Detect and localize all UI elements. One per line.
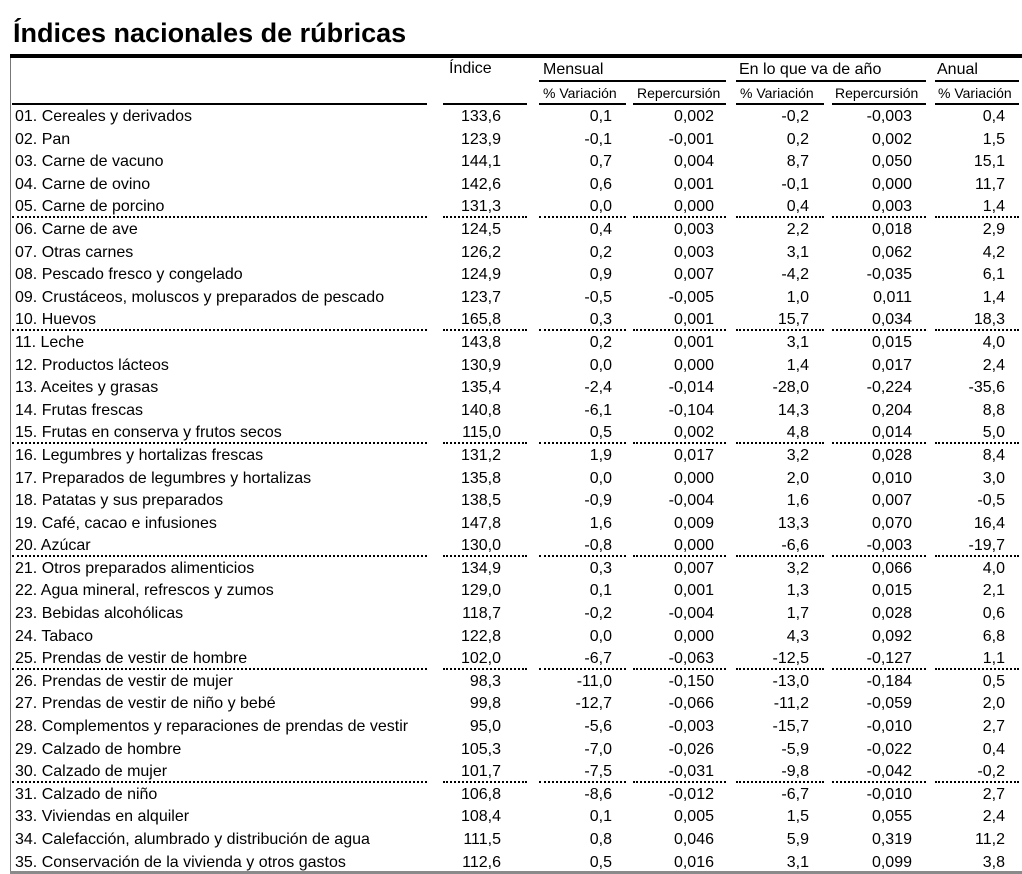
mensual-repercusion-cell: 0,001 (673, 311, 714, 329)
ano-repercusion-cell: 0,070 (871, 514, 912, 532)
mensual-variacion-cell: -0,9 (584, 492, 612, 510)
indice-cell: 144,1 (460, 153, 501, 171)
rubrica-cell: 10. Huevos (15, 311, 96, 329)
ano-variacion-cell: 1,3 (786, 582, 809, 600)
ano-repercusion-cell: 0,028 (871, 446, 912, 464)
mensual-variacion-cell: 0,1 (589, 108, 612, 125)
table-row (12, 129, 1022, 152)
anual-variacion-cell: -0,5 (977, 492, 1005, 510)
mensual-variacion-cell: 0,5 (589, 424, 612, 442)
mensual-variacion-cell: 1,9 (589, 446, 612, 464)
subheader-mensual-repercusion: Repercursión (637, 85, 721, 101)
indice-cell: 129,0 (460, 582, 501, 600)
ano-repercusion-cell: 0,007 (871, 492, 912, 510)
mensual-repercusion-cell: 0,007 (673, 266, 714, 284)
anual-variacion-cell: 6,1 (982, 266, 1005, 284)
header-anual: Anual (937, 61, 978, 78)
ano-variacion-cell: 13,3 (777, 514, 809, 532)
ano-variacion-cell: 3,2 (786, 559, 809, 577)
rubrica-cell: 30. Calzado de mujer (15, 763, 168, 781)
table-row (12, 535, 1022, 558)
table-row (12, 287, 1022, 310)
mensual-repercusion-cell: -0,063 (668, 650, 714, 668)
ano-variacion-cell: 3,1 (786, 333, 809, 351)
mensual-repercusion-cell: 0,046 (673, 831, 714, 848)
anual-variacion-cell: 11,7 (975, 175, 1005, 193)
ano-repercusion-cell: 0,011 (873, 288, 912, 306)
table-body (12, 106, 1022, 874)
anual-variacion-cell: 16,4 (973, 514, 1005, 532)
ano-repercusion-cell: -0,010 (866, 785, 912, 803)
left-border (10, 58, 11, 874)
ano-variacion-cell: -28,0 (772, 379, 809, 397)
mensual-repercusion-cell: -0,104 (668, 401, 714, 419)
rubrica-cell: 04. Carne de ovino (15, 175, 151, 193)
ano-repercusion-cell: 0,055 (871, 808, 912, 826)
ano-variacion-cell: 1,6 (786, 492, 809, 510)
header-rule-rubrica (12, 103, 427, 105)
indice-cell: 95,0 (469, 718, 501, 736)
rubrica-cell: 24. Tabaco (15, 627, 93, 645)
ano-repercusion-cell: -0,042 (866, 763, 912, 781)
ano-variacion-cell: -0,1 (781, 175, 809, 193)
subheader-rule-2 (633, 103, 726, 105)
mensual-variacion-cell: -11,0 (576, 672, 612, 690)
rubrica-cell: 29. Calzado de hombre (15, 740, 182, 758)
ano-variacion-cell: 5,9 (786, 831, 809, 848)
table-row (12, 174, 1022, 197)
header-indice: Índice (449, 60, 492, 77)
ano-variacion-cell: 3,2 (786, 446, 809, 464)
mensual-repercusion-cell: 0,001 (673, 582, 714, 600)
rubrica-cell: 06. Carne de ave (15, 220, 138, 238)
mensual-repercusion-cell: -0,004 (668, 605, 714, 623)
header-rule-indice (443, 103, 527, 105)
mensual-variacion-cell: 0,0 (589, 469, 612, 487)
mensual-variacion-cell: 0,3 (589, 311, 612, 329)
ano-repercusion-cell: 0,010 (871, 469, 912, 487)
ano-variacion-cell: -13,0 (772, 672, 809, 690)
table-row (12, 445, 1022, 468)
mensual-variacion-cell: 0,2 (589, 333, 612, 351)
subheader-rule-3 (736, 103, 824, 105)
ano-repercusion-cell: -0,184 (866, 672, 912, 690)
ano-variacion-cell: 3,1 (786, 853, 809, 871)
mensual-variacion-cell: -2,4 (584, 379, 612, 397)
rubrica-cell: 35. Conservación de la vivienda y otros gastos (15, 853, 346, 871)
ano-variacion-cell: 3,1 (786, 243, 809, 261)
mensual-variacion-cell: -6,1 (584, 401, 612, 419)
ano-repercusion-cell: 0,204 (871, 401, 912, 419)
table-row (12, 603, 1022, 626)
ano-repercusion-cell: 0,066 (871, 559, 912, 577)
ano-repercusion-cell: 0,050 (871, 153, 912, 171)
mensual-repercusion-cell: -0,004 (668, 492, 714, 510)
table-row (12, 761, 1022, 784)
header-mensual: Mensual (543, 61, 604, 78)
table-row (12, 739, 1022, 762)
indice-cell: 123,9 (460, 130, 501, 148)
indice-cell: 108,4 (460, 808, 501, 826)
indice-cell: 118,7 (462, 605, 501, 623)
ano-variacion-cell: -6,7 (781, 785, 809, 803)
mensual-variacion-cell: 0,8 (589, 831, 612, 848)
anual-variacion-cell: 0,4 (982, 108, 1005, 125)
anual-variacion-cell: 0,4 (982, 740, 1005, 758)
ano-repercusion-cell: 0,092 (871, 627, 912, 645)
anual-variacion-cell: 2,4 (982, 356, 1005, 374)
indice-cell: 135,4 (460, 379, 501, 397)
mensual-repercusion-cell: -0,012 (668, 785, 714, 803)
ano-repercusion-cell: -0,022 (866, 740, 912, 758)
anual-variacion-cell: 2,7 (982, 785, 1005, 803)
page-title: Índices nacionales de rúbricas (13, 18, 407, 48)
mensual-variacion-cell: -0,5 (584, 288, 612, 306)
mensual-variacion-cell: 0,0 (589, 356, 612, 374)
anual-variacion-cell: 6,8 (982, 627, 1005, 645)
mensual-variacion-cell: 0,2 (589, 243, 612, 261)
ano-variacion-cell: 1,7 (786, 605, 809, 623)
table-row (12, 490, 1022, 513)
ano-repercusion-cell: -0,003 (866, 537, 912, 555)
ano-variacion-cell: 0,2 (786, 130, 809, 148)
anual-variacion-cell: 1,4 (982, 198, 1005, 216)
anual-variacion-cell: 5,0 (982, 424, 1005, 442)
mensual-variacion-cell: 0,0 (589, 198, 612, 216)
ano-variacion-cell: -12,5 (772, 650, 809, 668)
mensual-variacion-cell: 0,9 (589, 266, 612, 284)
mensual-variacion-cell: -5,6 (584, 718, 612, 736)
mensual-repercusion-cell: 0,000 (673, 627, 714, 645)
anual-variacion-cell: 3,8 (982, 853, 1005, 871)
mensual-variacion-cell: 0,7 (589, 153, 612, 171)
mensual-variacion-cell: 0,5 (589, 853, 612, 871)
indice-cell: 134,9 (460, 559, 501, 577)
table-row (12, 219, 1022, 242)
subheader-mensual-variacion: % Variación (543, 85, 617, 101)
mensual-repercusion-cell: 0,000 (673, 356, 714, 374)
indice-cell: 112,6 (462, 853, 501, 871)
anual-variacion-cell: 15,1 (973, 153, 1005, 171)
rubrica-cell: 17. Preparados de legumbres y hortalizas (15, 469, 312, 487)
table-row (12, 377, 1022, 400)
indice-cell: 140,8 (460, 401, 501, 419)
rubrica-cell: 05. Carne de porcino (15, 198, 165, 216)
table-row (12, 693, 1022, 716)
ano-repercusion-cell: -0,035 (866, 266, 912, 284)
rubrica-cell: 34. Calefacción, alumbrado y distribución de agua (15, 831, 370, 848)
ano-repercusion-cell: 0,028 (871, 605, 912, 623)
mensual-repercusion-cell: -0,005 (668, 288, 714, 306)
anual-variacion-cell: 4,0 (982, 333, 1005, 351)
table-row (12, 671, 1022, 694)
rubrica-cell: 07. Otras carnes (15, 243, 134, 261)
rubrica-cell: 22. Agua mineral, refrescos y zumos (15, 582, 274, 600)
rubrica-cell: 02. Pan (15, 130, 71, 148)
indice-cell: 124,5 (460, 220, 501, 238)
rubrica-cell: 09. Crustáceos, moluscos y preparados de pescado (15, 288, 385, 306)
indice-cell: 165,8 (460, 311, 501, 329)
indice-cell: 115,0 (462, 424, 501, 442)
indice-cell: 130,0 (460, 537, 501, 555)
anual-variacion-cell: 18,3 (973, 311, 1005, 329)
indice-cell: 138,5 (460, 492, 501, 510)
rubrica-cell: 26. Prendas de vestir de mujer (15, 672, 233, 690)
rubrica-cell: 16. Legumbres y hortalizas frescas (15, 446, 264, 464)
rubrica-cell: 15. Frutas en conserva y frutos secos (15, 424, 282, 442)
mensual-variacion-cell: 0,0 (589, 627, 612, 645)
rubrica-cell: 31. Calzado de niño (15, 785, 158, 803)
mensual-repercusion-cell: 0,004 (673, 153, 714, 171)
rubrica-cell: 14. Frutas frescas (15, 401, 144, 419)
indice-cell: 98,3 (469, 672, 501, 690)
mensual-repercusion-cell: -0,026 (668, 740, 714, 758)
ano-variacion-cell: 15,7 (777, 311, 809, 329)
ano-variacion-cell: 0,4 (786, 198, 809, 216)
mensual-repercusion-cell: -0,066 (668, 695, 714, 713)
indice-cell: 130,9 (460, 356, 501, 374)
mensual-variacion-cell: -0,1 (584, 130, 612, 148)
mensual-variacion-cell: -0,8 (584, 537, 612, 555)
table-row (12, 648, 1022, 671)
table-row (12, 264, 1022, 287)
rubrica-cell: 28. Complementos y reparaciones de prendas de vestir (15, 718, 409, 736)
table-row (12, 784, 1022, 807)
rubrica-cell: 08. Pescado fresco y congelado (15, 266, 243, 284)
anual-variacion-cell: -35,6 (968, 379, 1005, 397)
ano-variacion-cell: 14,3 (777, 401, 809, 419)
ano-repercusion-cell: -0,127 (866, 650, 912, 668)
table-row (12, 422, 1022, 445)
ano-repercusion-cell: -0,010 (866, 718, 912, 736)
ano-variacion-cell: 1,5 (786, 808, 809, 826)
indice-cell: 135,8 (460, 469, 501, 487)
table-row (12, 468, 1022, 491)
ano-repercusion-cell: 0,002 (871, 130, 912, 148)
table-row (12, 400, 1022, 423)
indice-cell: 133,6 (460, 108, 501, 125)
subheader-rule-1 (539, 103, 626, 105)
table-row (12, 355, 1022, 378)
indice-cell: 131,2 (460, 446, 501, 464)
table-row (12, 309, 1022, 332)
anual-variacion-cell: 0,5 (982, 672, 1005, 690)
indice-cell: 102,0 (460, 650, 501, 668)
table-row (12, 513, 1022, 536)
mensual-variacion-cell: 1,6 (589, 514, 612, 532)
ano-variacion-cell: -15,7 (772, 718, 809, 736)
mensual-repercusion-cell: -0,001 (668, 130, 714, 148)
indice-cell: 99,8 (469, 695, 501, 713)
indice-cell: 124,9 (460, 266, 501, 284)
anual-variacion-cell: 2,9 (982, 220, 1005, 238)
anual-variacion-cell: 4,0 (982, 559, 1005, 577)
ano-repercusion-cell: 0,000 (871, 175, 912, 193)
mensual-repercusion-cell: 0,003 (673, 220, 714, 238)
mensual-repercusion-cell: 0,009 (673, 514, 714, 532)
mensual-variacion-cell: -12,7 (575, 695, 612, 713)
table-row (12, 242, 1022, 265)
mensual-variacion-cell: 0,4 (589, 220, 612, 238)
mensual-repercusion-cell: 0,007 (673, 559, 714, 577)
mensual-repercusion-cell: 0,002 (673, 424, 714, 442)
subheader-rule-4 (832, 103, 926, 105)
ano-repercusion-cell: 0,099 (871, 853, 912, 871)
mensual-variacion-cell: 0,1 (589, 582, 612, 600)
ano-variacion-cell: 8,7 (786, 153, 809, 171)
anual-variacion-cell: 3,0 (982, 469, 1005, 487)
mensual-repercusion-cell: 0,003 (673, 243, 714, 261)
table-row (12, 626, 1022, 649)
anual-variacion-cell: 2,7 (982, 718, 1005, 736)
ano-variacion-cell: 4,3 (786, 627, 809, 645)
mensual-repercusion-cell: -0,003 (668, 718, 714, 736)
rubrica-cell: 12. Productos lácteos (15, 356, 169, 374)
anual-variacion-cell: -19,7 (968, 537, 1005, 555)
subheader-ano-variacion: % Variación (740, 85, 814, 101)
anual-variacion-cell: 1,1 (982, 650, 1005, 668)
ano-variacion-cell: 1,4 (786, 356, 809, 374)
rubrica-cell: 23. Bebidas alcohólicas (15, 605, 184, 623)
subheader-anual-variacion: % Variación (938, 85, 1012, 101)
mensual-repercusion-cell: 0,001 (673, 175, 714, 193)
ano-repercusion-cell: 0,034 (871, 311, 912, 329)
ano-repercusion-cell: 0,014 (871, 424, 912, 442)
ano-repercusion-cell: 0,062 (871, 243, 912, 261)
mensual-repercusion-cell: 0,002 (673, 108, 714, 125)
rubrica-cell: 33. Viviendas en alquiler (15, 808, 190, 826)
anual-variacion-cell: 0,6 (982, 605, 1005, 623)
anual-variacion-cell: 8,8 (982, 401, 1005, 419)
ano-variacion-cell: -9,8 (781, 763, 809, 781)
mensual-variacion-cell: -0,2 (584, 605, 612, 623)
anual-variacion-cell: 1,4 (982, 288, 1005, 306)
mensual-repercusion-cell: -0,150 (668, 672, 714, 690)
ano-variacion-cell: -6,6 (781, 537, 809, 555)
indice-cell: 105,3 (460, 740, 501, 758)
table-row (12, 196, 1022, 219)
mensual-repercusion-cell: 0,000 (673, 198, 714, 216)
title-rule (10, 54, 1022, 58)
indice-cell: 126,2 (460, 243, 501, 261)
mensual-repercusion-cell: 0,017 (673, 446, 714, 464)
ano-variacion-cell: 2,2 (786, 220, 809, 238)
anual-variacion-cell: 2,0 (982, 695, 1005, 713)
subheader-ano-repercusion: Repercursión (835, 85, 919, 101)
anual-variacion-cell: 8,4 (982, 446, 1005, 464)
table-row (12, 106, 1022, 129)
mensual-variacion-cell: -7,0 (584, 740, 612, 758)
rubrica-cell: 20. Azúcar (15, 537, 91, 555)
ano-variacion-cell: -4,2 (781, 266, 809, 284)
table-row (12, 332, 1022, 355)
indice-cell: 131,3 (460, 198, 501, 216)
ano-repercusion-cell: 0,018 (871, 220, 912, 238)
indice-cell: 111,5 (463, 831, 501, 848)
ano-repercusion-cell: -0,224 (866, 379, 912, 397)
mensual-variacion-cell: 0,6 (589, 175, 612, 193)
ano-variacion-cell: -5,9 (781, 740, 809, 758)
anual-variacion-cell: 2,4 (982, 808, 1005, 826)
table-row (12, 580, 1022, 603)
mensual-repercusion-cell: 0,000 (673, 537, 714, 555)
mensual-variacion-cell: -7,5 (584, 763, 612, 781)
indice-cell: 143,8 (460, 333, 501, 351)
indice-cell: 123,7 (460, 288, 501, 306)
ano-variacion-cell: 4,8 (786, 424, 809, 442)
ano-repercusion-cell: 0,003 (871, 198, 912, 216)
rubrica-cell: 27. Prendas de vestir de niño y bebé (15, 695, 276, 713)
header-en-lo-que-va: En lo que va de año (739, 61, 882, 78)
ano-repercusion-cell: 0,319 (871, 831, 912, 848)
table-row (12, 806, 1022, 829)
anual-variacion-cell: 11,2 (975, 831, 1005, 848)
mensual-variacion-cell: 0,3 (589, 559, 612, 577)
mensual-variacion-cell: -8,6 (584, 785, 612, 803)
ano-repercusion-cell: -0,003 (866, 108, 912, 125)
indice-cell: 147,8 (460, 514, 501, 532)
indice-cell: 106,8 (460, 785, 501, 803)
rubrica-cell: 21. Otros preparados alimenticios (15, 559, 255, 577)
ano-variacion-cell: -0,2 (781, 108, 809, 125)
ano-repercusion-cell: 0,015 (871, 333, 912, 351)
mensual-repercusion-cell: 0,001 (673, 333, 714, 351)
mensual-repercusion-cell: 0,000 (673, 469, 714, 487)
ano-repercusion-cell: 0,017 (871, 356, 912, 374)
anual-variacion-cell: -0,2 (977, 763, 1005, 781)
ano-repercusion-cell: 0,015 (871, 582, 912, 600)
table-row (12, 716, 1022, 739)
mensual-variacion-cell: 0,1 (589, 808, 612, 826)
table-row (12, 558, 1022, 581)
mensual-repercusion-cell: 0,005 (673, 808, 714, 826)
indice-cell: 101,7 (460, 763, 501, 781)
mensual-repercusion-cell: -0,014 (668, 379, 714, 397)
indice-cell: 122,8 (460, 627, 501, 645)
anual-variacion-cell: 2,1 (982, 582, 1005, 600)
indice-cell: 142,6 (460, 175, 501, 193)
header-rule-anual (935, 80, 1019, 82)
ano-repercusion-cell: -0,059 (866, 695, 912, 713)
ano-variacion-cell: 2,0 (786, 469, 809, 487)
ano-variacion-cell: 1,0 (786, 288, 809, 306)
anual-variacion-cell: 4,2 (982, 243, 1005, 261)
table-row (12, 151, 1022, 174)
rubrica-cell: 11. Leche (15, 333, 85, 351)
rubrica-cell: 19. Café, cacao e infusiones (15, 514, 217, 532)
table-row (12, 829, 1022, 852)
subheader-rule-5 (935, 103, 1019, 105)
rubrica-cell: 18. Patatas y sus preparados (15, 492, 224, 510)
mensual-variacion-cell: -6,7 (584, 650, 612, 668)
mensual-repercusion-cell: 0,016 (673, 853, 714, 871)
rubrica-cell: 01. Cereales y derivados (15, 108, 192, 125)
rubrica-cell: 13. Aceites y grasas (15, 379, 159, 397)
ano-variacion-cell: -11,2 (773, 695, 809, 713)
rubrica-cell: 25. Prendas de vestir de hombre (15, 650, 248, 668)
header-rule-ano (736, 80, 926, 82)
header-rule-mensual (539, 80, 726, 82)
rubrica-cell: 03. Carne de vacuno (15, 153, 164, 171)
mensual-repercusion-cell: -0,031 (668, 763, 714, 781)
anual-variacion-cell: 1,5 (982, 130, 1005, 148)
